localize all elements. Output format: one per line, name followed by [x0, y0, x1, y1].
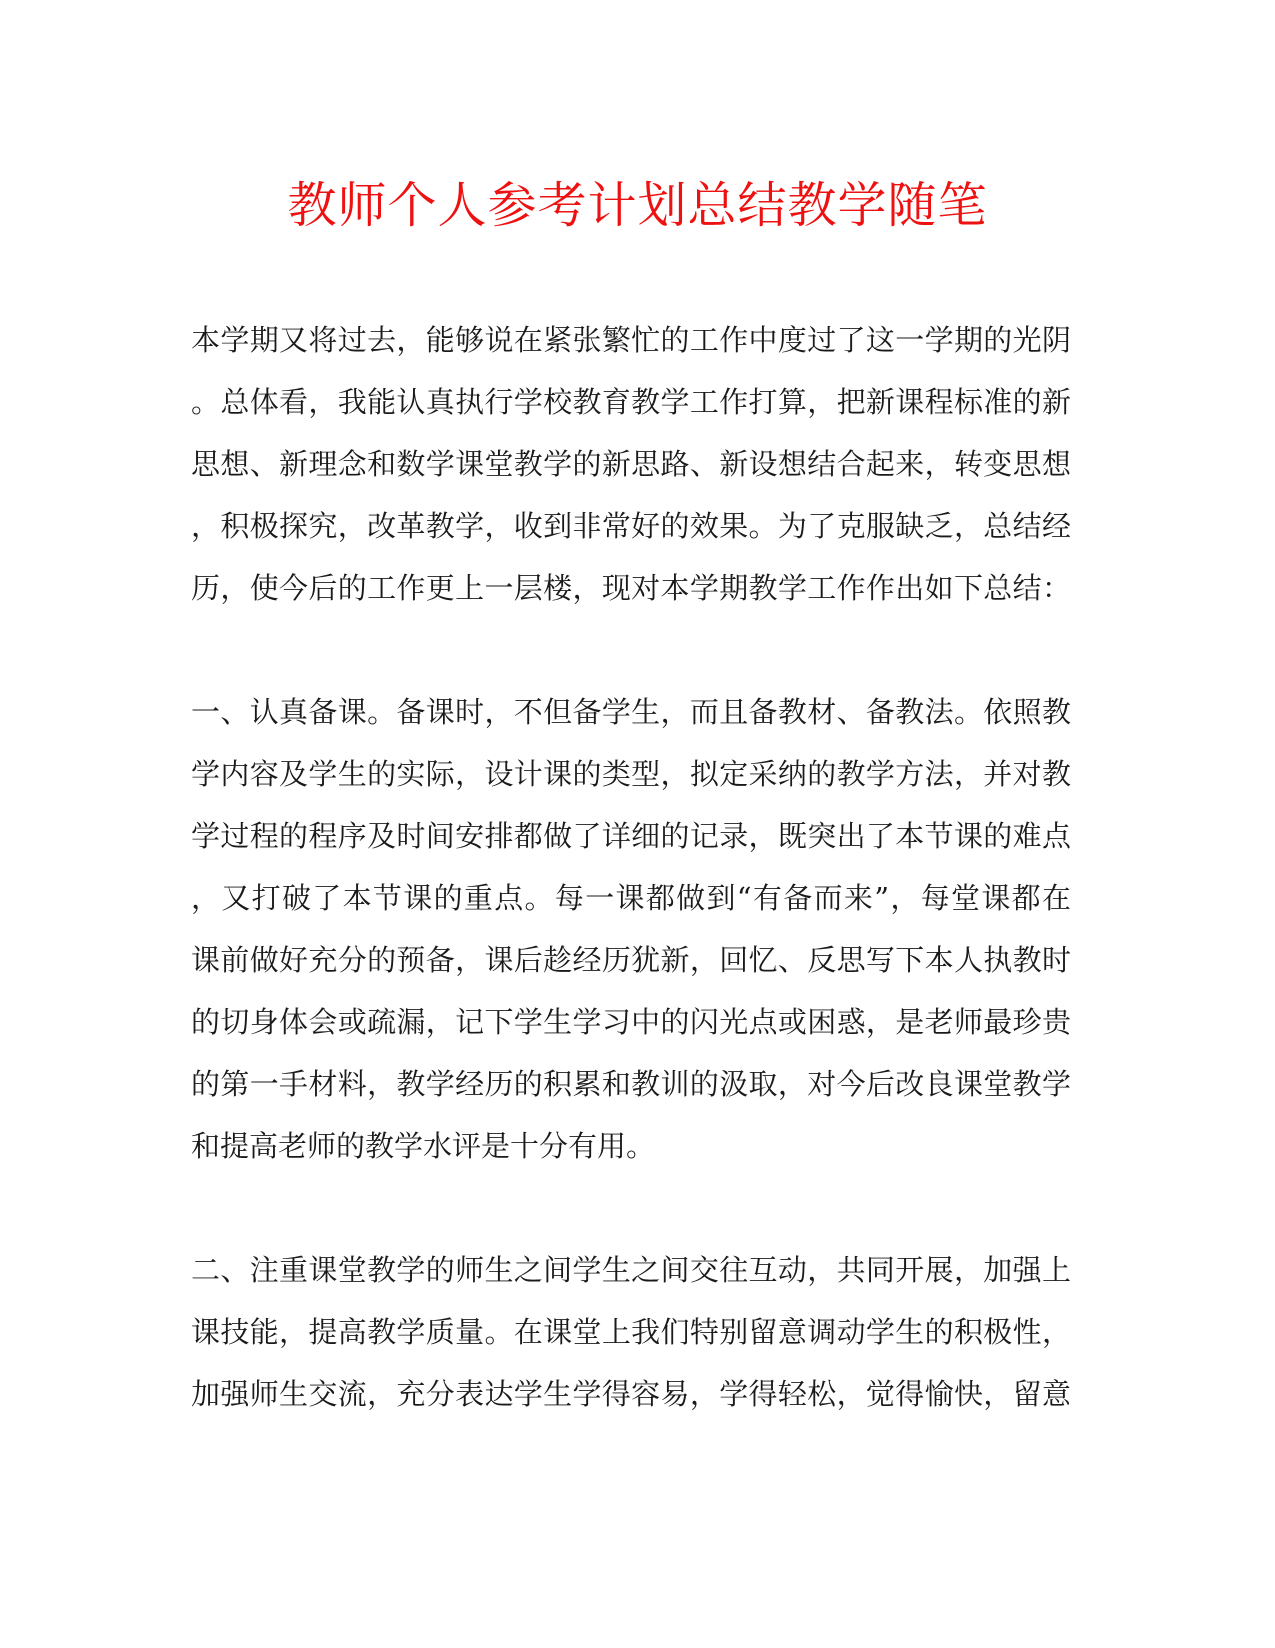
paragraph-2-line-7: 的第一手材料，教学经历的积累和教训的汲取，对今后改良课堂教学	[191, 1067, 1071, 1101]
paragraph-3-line-3: 加强师生交流，充分表达学生学得容易，学得轻松，觉得愉快，留意	[191, 1377, 1071, 1411]
paragraph-2-line-5: 课前做好充分的预备，课后趁经历犹新，回忆、反思写下本人执教时	[191, 943, 1071, 977]
paragraph-1-line-1: 本学期又将过去，能够说在紧张繁忙的工作中度过了这一学期的光阴	[191, 323, 1071, 357]
paragraph-1-line-2: 。总体看，我能认真执行学校教育教学工作打算，把新课程标准的新	[191, 385, 1071, 419]
paragraph-2-line-1: 一、认真备课。备课时，不但备学生，而且备教材、备教法。依照教	[191, 695, 1071, 729]
paragraph-1-line-5: 历，使今后的工作更上一层楼，现对本学期教学工作作出如下总结：	[191, 571, 1071, 605]
document-title: 教师个人参考计划总结教学随笔	[287, 177, 988, 234]
paragraph-3-line-2: 课技能，提高教学质量。在课堂上我们特别留意调动学生的积极性，	[191, 1315, 1071, 1349]
paragraph-2-line-3: 学过程的程序及时间安排都做了详细的记录，既突出了本节课的难点	[191, 819, 1071, 853]
paragraph-2-line-8: 和提高老师的教学水评是十分有用。	[191, 1129, 656, 1163]
paragraph-3-line-1: 二、注重课堂教学的师生之间学生之间交往互动，共同开展，加强上	[191, 1253, 1071, 1287]
paragraph-1-line-3: 思想、新理念和数学课堂教学的新思路、新设想结合起来，转变思想	[191, 447, 1071, 481]
paragraph-2-line-4: ，又打破了本节课的重点。每一课都做到“有备而来”，每堂课都在	[191, 881, 1071, 915]
paragraph-2-line-6: 的切身体会或疏漏，记下学生学习中的闪光点或困惑，是老师最珍贵	[191, 1005, 1071, 1039]
paragraph-2-line-2: 学内容及学生的实际，设计课的类型，拟定采纳的教学方法，并对教	[191, 757, 1071, 791]
paragraph-1-line-4: ，积极探究，改革教学，收到非常好的效果。为了克服缺乏，总结经	[191, 509, 1071, 543]
